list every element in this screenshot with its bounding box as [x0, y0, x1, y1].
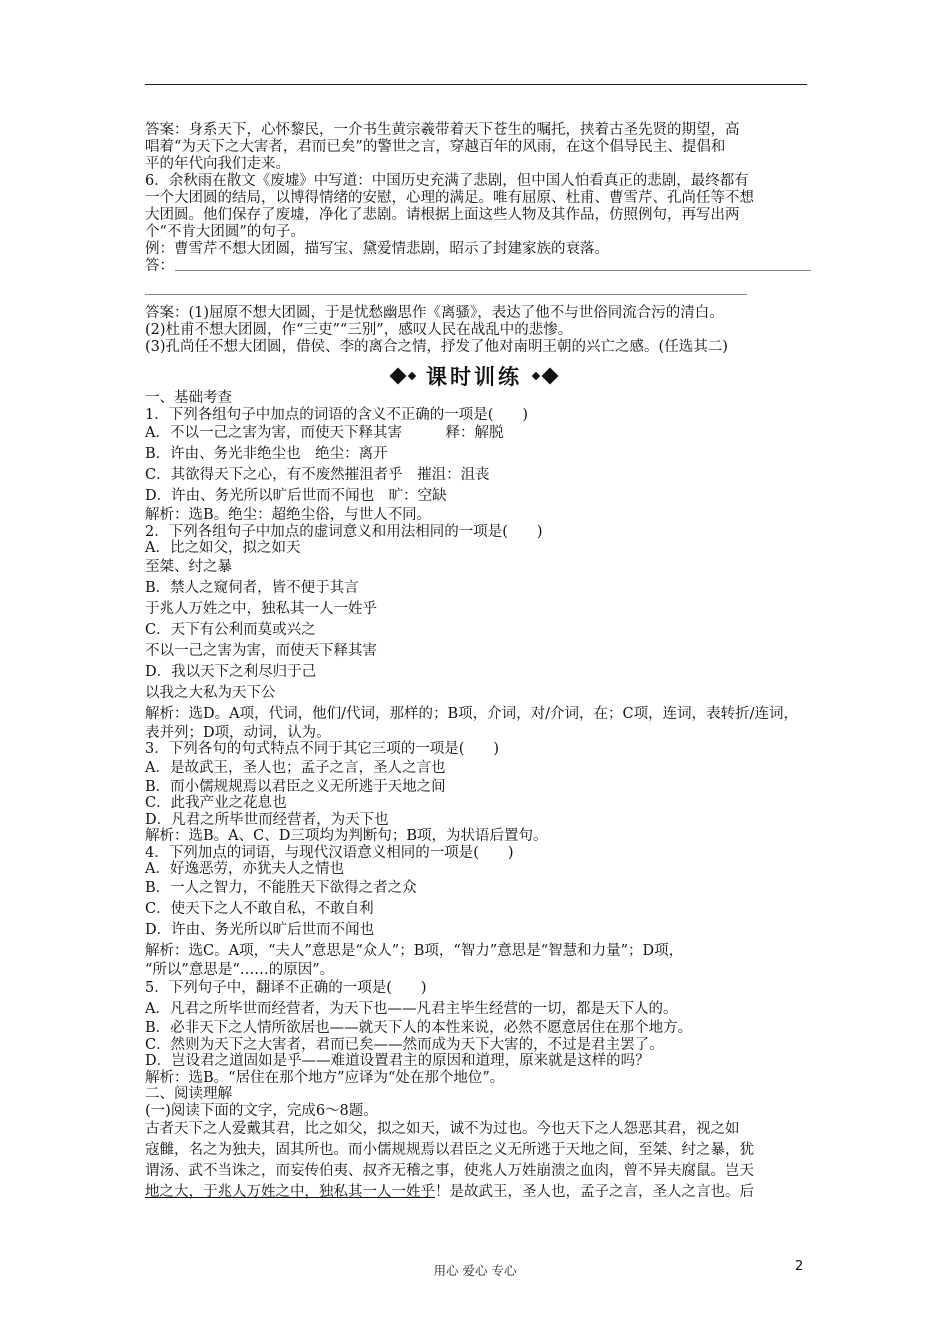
answer-blank-line — [175, 270, 811, 271]
answer-text-line: 答案：(1)屈原不想大团圆，于是忧愁幽思作《离骚》，表达了他不与世俗同流合污的清白。 — [145, 305, 724, 321]
text-line: D．岂设君之道固如是乎——难道设置君主的原因和道理，原来就是这样的吗？ — [145, 1053, 650, 1069]
text-line: 寇雠，名之为独夫，固其所也。而小儒规规焉以君臣之义无所逃于天地之间，至桀、纣之暴，犹 — [145, 1142, 754, 1158]
text-line: (一)阅读下面的文字，完成6～8题。 — [145, 1102, 378, 1119]
question-line: 大团圆。他们保存了废墟，净化了悲剧。请根据上面这些人物及其作品，仿照例句，再写出两 — [145, 207, 740, 223]
banner-title: 课时训练 — [426, 365, 522, 389]
text-line: 1．下列各组句子中加点的词语的含义不正确的一项是( ) — [145, 406, 529, 423]
text-line: 于兆人万姓之中，独私其一人一姓乎 — [145, 600, 377, 617]
diamond-icon — [532, 372, 540, 380]
text-line: B．必非天下之人情所欲居也——就天下人的本性来说，必然不愿意居住在那个地方。 — [145, 1020, 693, 1036]
page-footer: 用心 爱心 专心 — [433, 1263, 517, 1278]
text-line: 解析：选B。“居住在那个地方”应译为“处在那个地位”。 — [145, 1069, 505, 1086]
text-line: B．禁人之窥伺者，皆不便于其言 — [145, 579, 359, 596]
text-line: 2．下列各组句子中加点的虚词意义和用法相同的一项是( ) — [145, 523, 543, 540]
text-line: 解析：选D。A项，代词，他们/代词，那样的；B项，介词，对/介词，在；C项，连词，表转折/连词， — [145, 705, 798, 722]
exercise-section — [145, 390, 810, 1203]
page-number: 2 — [795, 1259, 804, 1274]
text-line: A．比之如父，拟之如天 — [145, 540, 301, 556]
text-line: 5．下列句子中，翻译不正确的一项是( ) — [145, 980, 427, 996]
question-line: 6．余秋雨在散文《废墟》中写道：中国历史充满了悲剧，但中国人怕看真正的悲剧，最终都有 — [145, 173, 749, 189]
answer-text-line: 答案：身系天下，心怀黎民，一介书生黄宗羲带着天下苍生的嘱托，挟着古圣先贤的期望，高 — [145, 122, 740, 138]
text-line: D．许由、务光所以旷后世而不闻也 旷：空缺 — [145, 488, 447, 504]
text-line: 不以一己之害为害，而使天下释其害 — [145, 642, 377, 659]
text-line: “所以”意思是“……的原因”。 — [145, 961, 335, 978]
diamond-icon — [390, 368, 407, 385]
answer-text-line: 平的年代向我们走来。 — [145, 156, 290, 172]
text-line: C．然则为天下之大害者，君而已矣——然而成为天下大害的，不过是君主罢了。 — [145, 1036, 664, 1053]
underlined-sentence: 地之大，于兆人万姓之中，独私其一人一姓乎 — [145, 1184, 435, 1200]
answer-prompt: 答： — [145, 258, 174, 274]
section-banner — [374, 361, 574, 391]
answer-text-line: 唱着“为天下之大害者，君而已矣”的警世之言，穿越百年的风雨，在这个倡导民主、提倡和 — [145, 139, 726, 155]
text-line: D．许由、务光所以旷后世而不闻也 — [145, 921, 375, 938]
text-line: B．许由、务光非绝尘也 绝尘：离开 — [145, 446, 388, 462]
diamond-icon — [408, 372, 416, 380]
text-line: 解析：选B。绝尘：超绝尘俗，与世人不同。 — [145, 507, 432, 523]
text-line: 一、基础考查 — [145, 390, 232, 406]
example-line: 例：曹雪芹不想大团圆，描写宝、黛爱情悲剧，昭示了封建家族的衰落。 — [145, 241, 609, 257]
text-line — [145, 1182, 810, 1203]
text-line: 古者天下之人爱戴其君，比之如父，拟之如天，诚不为过也。今也天下之人怨恶其君，视之如 — [145, 1121, 740, 1137]
text-line: 3．下列各句的句式特点不同于其它三项的一项是( ) — [145, 741, 500, 757]
text-line: 解析：选C。A项，“夫人”意思是“众人”；B项，“智力”意思是“智慧和力量”；D项， — [145, 942, 684, 959]
answer-text-line: (3)孔尚任不想大团圆，借侯、李的离合之情，抒发了他对南明王朝的兴亡之感。(任选其二) — [145, 339, 728, 355]
answer-blank-line — [145, 294, 747, 295]
text-line: C．天下有公利而莫或兴之 — [145, 621, 316, 638]
text-line: D．我以天下之利尽归于己 — [145, 663, 317, 680]
text-line: 至桀、纣之暴 — [145, 558, 232, 575]
text-line: C．使天下之人不敢自私，不敢自利 — [145, 900, 374, 917]
sentence-rest: ！是故武王，圣人也，孟子之言，圣人之言也。后 — [435, 1184, 754, 1200]
top-section — [145, 122, 810, 356]
text-line: D．凡君之所毕世而经营者，为天下也 — [145, 811, 389, 828]
text-line: 4．下列加点的词语，与现代汉语意义相同的一项是( ) — [145, 844, 514, 861]
text-line: 谓汤、武不当诛之，而妄传伯夷、叔齐无稽之事，使兆人万姓崩溃之血肉，曾不异夫腐鼠。岂天 — [145, 1163, 754, 1179]
text-line: B．一人之智力，不能胜天下欲得之者之众 — [145, 879, 417, 896]
text-line: 二、阅读理解 — [145, 1086, 232, 1102]
answer-text-line: (2)杜甫不想大团圆，作“三吏”“三别”，感叹人民在战乱中的悲惨。 — [145, 322, 573, 338]
text-line: 表并列；D项，动词，认为。 — [145, 724, 331, 741]
text-line: A．是故武王，圣人也；孟子之言，圣人之言也 — [145, 759, 446, 776]
text-line: 解析：选B。A、C、D三项均为判断句；B项，为状语后置句。 — [145, 828, 548, 844]
question-line: 一个大团圆的结局，以博得情绪的安慰，心理的满足。唯有屈原、杜甫、曹雪芹、孔尚任等不想 — [145, 190, 754, 206]
text-line: A．不以一己之害为害，而使天下释其害 释：解脱 — [145, 425, 504, 441]
text-line: C．其欲得天下之心，有不废然摧沮者乎 摧沮：沮丧 — [145, 467, 490, 483]
diamond-icon — [542, 368, 559, 385]
question-line: 个“不肯大团圆”的句子。 — [145, 224, 305, 240]
text-line: C．此我产业之花息也 — [145, 795, 287, 811]
text-line: 以我之大私为天下公 — [145, 684, 276, 701]
text-line: A．好逸恶劳，亦犹夫人之情也 — [145, 861, 344, 877]
text-line: B．而小儒规规焉以君臣之义无所逃于天地之间 — [145, 778, 446, 795]
text-line: A．凡君之所毕世而经营者，为天下也——凡君主毕生经营的一切，都是天下人的。 — [145, 1001, 678, 1017]
header-rule — [145, 84, 807, 85]
